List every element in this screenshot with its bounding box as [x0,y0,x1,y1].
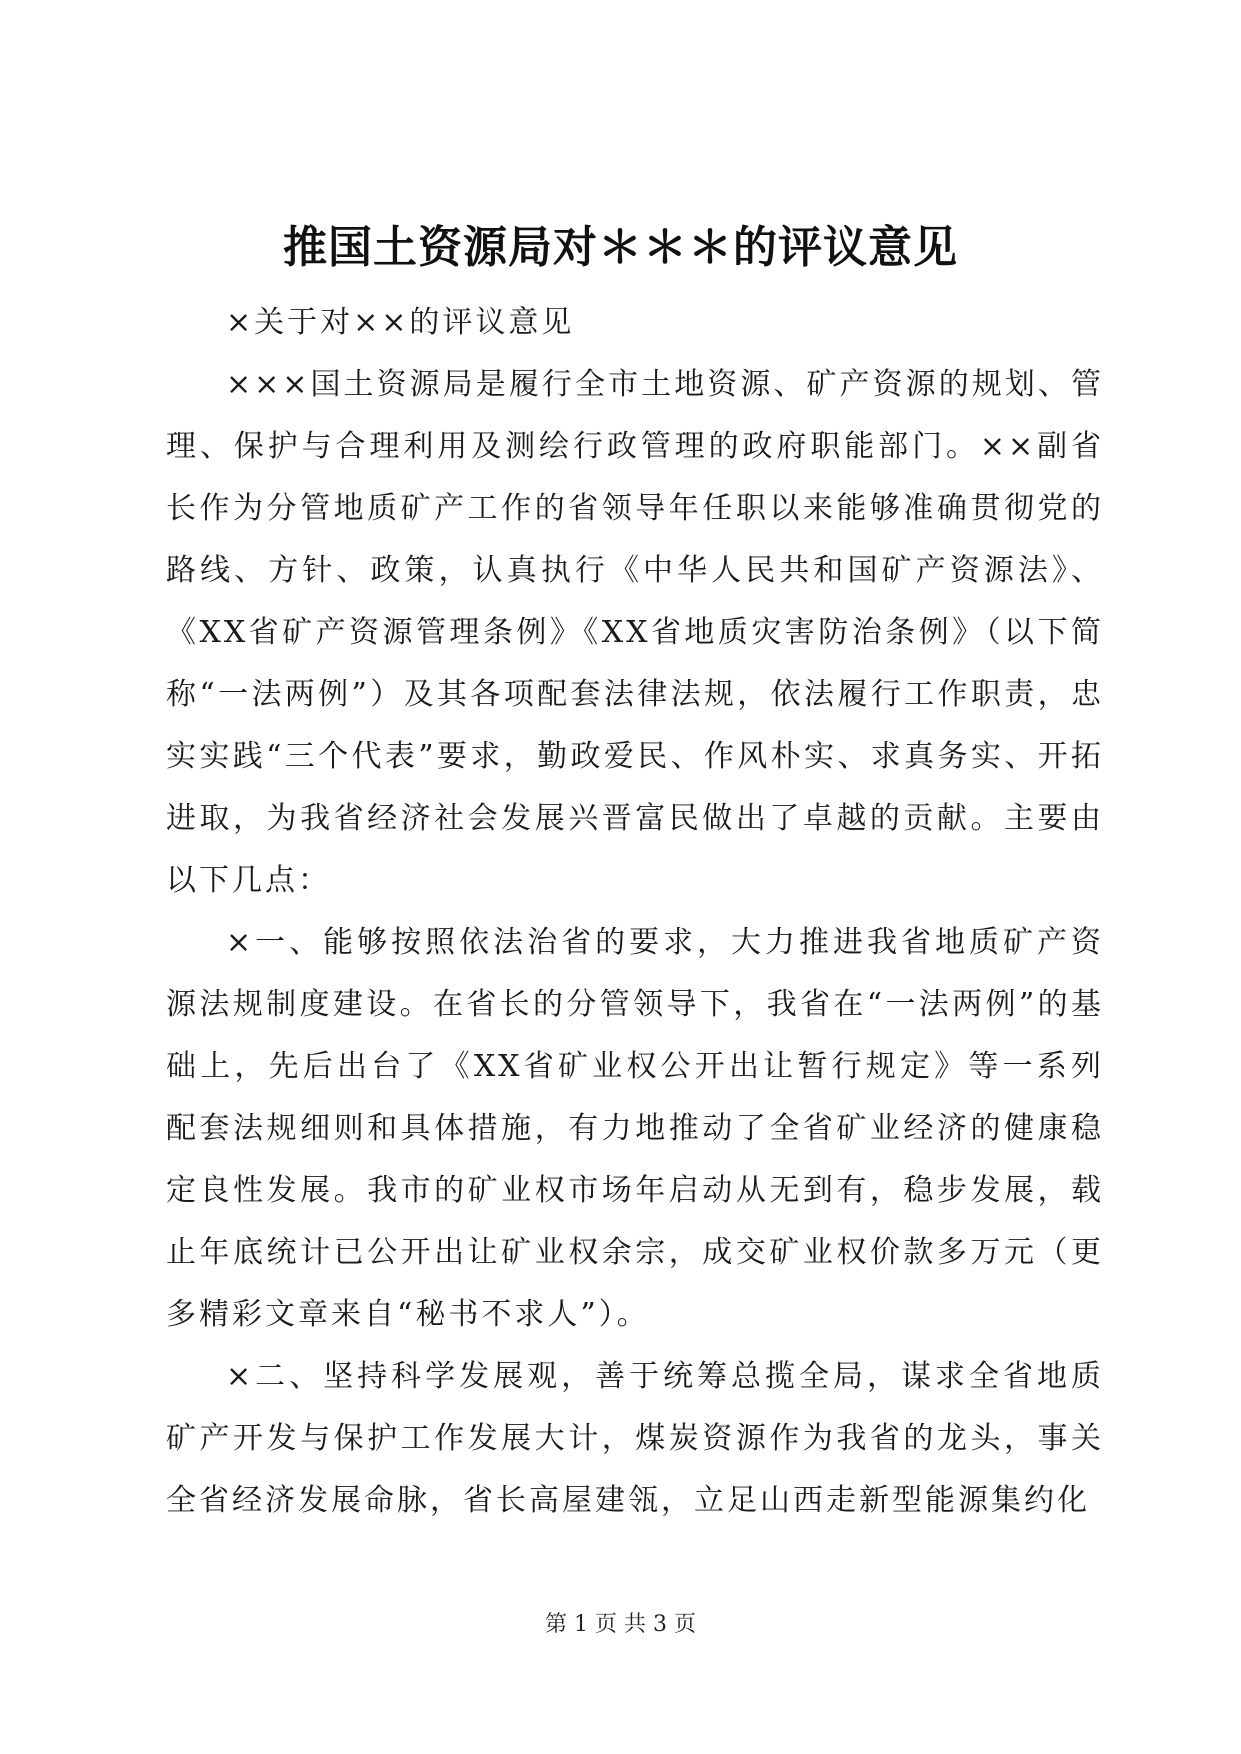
paragraph: ×××国土资源局是履行全市土地资源、矿产资源的规划、管理、保护与合理利用及测绘行政管理的政府职能部门。××副省长作为分管地质矿产工作的省领导年任职以来能够准确贯彻党的路线、方针、政策，认真执行《中华人民共和国矿产资源法》、《XX省矿产资源管理条例》《XX省地质灾害防治条例》（以下简称“一法两例”）及其各项配套法律法规，依法履行工作职责，忠实实践“三个代表”要求，勤政爱民、作风朴实、求真务实、开拓进取，为我省经济社会发展兴晋富民做出了卓越的贡献。主要由以下几点： [166,367,1104,898]
paragraph: ×二、坚持科学发展观，善于统筹总揽全局，谋求全省地质矿产开发与保护工作发展大计，煤炭资源作为我省的龙头，事关全省经济发展命脉，省长高屋建瓴，立足山西走新型能源集约化 [166,1359,1104,1518]
paragraph: ×一、能够按照依法治省的要求，大力推进我省地质矿产资源法规制度建设。在省长的分管领导下，我省在“一法两例”的基础上，先后出台了《XX省矿业权公开出让暂行规定》等一系列配套法规细则和具体措施，有力地推动了全省矿业经济的健康稳定良性发展。我市的矿业权市场年启动从无到有，稳步发展，载止年底统计已公开出让矿业权余宗，成交矿业权价款多万元（更多精彩文章来自“秘书不求人”）。 [166,925,1104,1332]
paragraph: ×关于对××的评议意见 [226,305,575,340]
document-body [166,292,1104,1532]
page-number-footer: 第 1 页 共 3 页 [545,1612,696,1637]
document-title: 推国土资源局对＊＊＊的评议意见 [283,222,958,273]
